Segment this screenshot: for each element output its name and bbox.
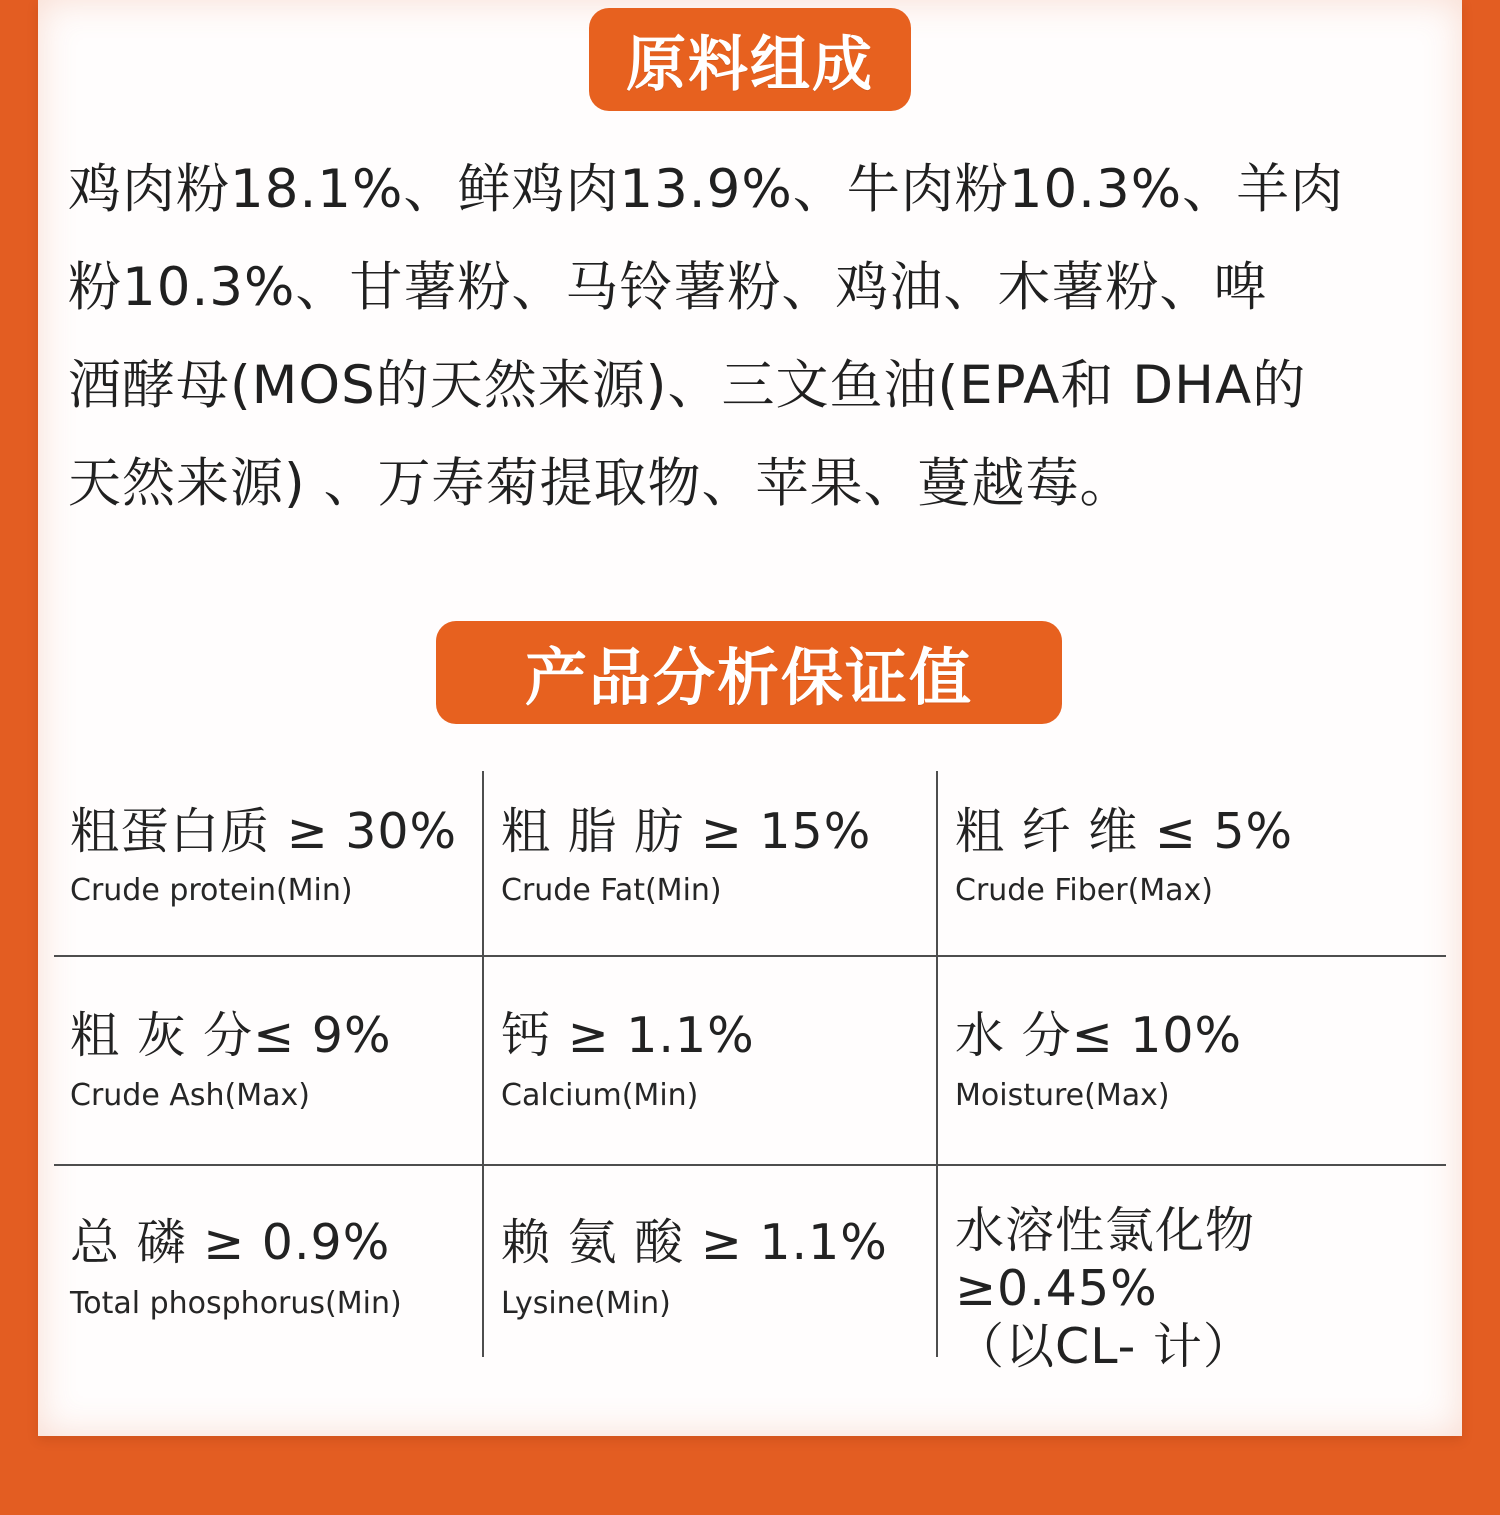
analysis-en-label: Calcium(Min) <box>501 1078 699 1113</box>
analysis-cn-line-2: （以CL- 计） <box>955 1318 1253 1375</box>
analysis-cell-crude-ash <box>54 957 482 1164</box>
analysis-cell-total-phosphorus <box>54 1166 482 1357</box>
analysis-en-label: Lysine(Min) <box>501 1286 671 1321</box>
analysis-cell-crude-protein <box>54 771 482 955</box>
analysis-en-label: Crude protein(Min) <box>70 873 353 908</box>
ingredients-title: 原料组成 <box>626 29 874 100</box>
analysis-en-label: Moisture(Max) <box>955 1078 1170 1113</box>
analysis-en-label: Crude Fiber(Max) <box>955 873 1214 908</box>
content-card <box>38 0 1462 1436</box>
analysis-cn-label: 总 磷 ≥ 0.9% <box>70 1214 391 1271</box>
analysis-cn-label: 粗 灰 分≤ 9% <box>70 1007 392 1064</box>
analysis-cell-crude-fat <box>485 771 936 955</box>
analysis-cell-crude-fiber <box>939 771 1446 955</box>
analysis-cn-label: 赖 氨 酸 ≥ 1.1% <box>501 1214 888 1271</box>
analysis-en-label: Total phosphorus(Min) <box>70 1286 402 1321</box>
analysis-cell-lysine <box>485 1166 936 1357</box>
analysis-cn-label: 钙 ≥ 1.1% <box>501 1007 755 1064</box>
analysis-cell-moisture <box>939 957 1446 1164</box>
analysis-table <box>54 771 1446 1375</box>
table-divider-vertical <box>936 771 938 1357</box>
analysis-en-label: Crude Ash(Max) <box>70 1078 310 1113</box>
table-divider-vertical <box>482 771 484 1357</box>
analysis-cn-label: 粗 脂 肪 ≥ 15% <box>501 803 872 860</box>
analysis-title-badge <box>436 621 1062 724</box>
ingredients-line: 粉10.3%、甘薯粉、马铃薯粉、鸡油、木薯粉、啤 <box>68 257 1268 318</box>
analysis-cn-line-1: 水溶性氯化物≥0.45% <box>955 1202 1256 1317</box>
analysis-cn-label: 粗蛋白质 ≥ 30% <box>70 803 458 860</box>
analysis-cell-calcium <box>485 957 936 1164</box>
ingredients-text <box>68 136 1428 528</box>
ingredients-line: 天然来源) 、万寿菊提取物、苹果、蔓越莓。 <box>68 453 1134 514</box>
analysis-cn-label <box>955 1202 1449 1376</box>
ingredients-line: 酒酵母(MOS的天然来源)、三文鱼油(EPA和 DHA的 <box>68 355 1307 416</box>
analysis-en-label: Crude Fat(Min) <box>501 873 722 908</box>
analysis-cn-label: 水 分≤ 10% <box>955 1007 1243 1064</box>
analysis-title: 产品分析保证值 <box>524 641 973 714</box>
ingredients-line: 鸡肉粉18.1%、鲜鸡肉13.9%、牛肉粉10.3%、羊肉 <box>68 159 1345 220</box>
analysis-cell-water-soluble-chloride <box>939 1166 1446 1375</box>
analysis-cn-label: 粗 纤 维 ≤ 5% <box>955 803 1294 860</box>
ingredients-title-badge <box>589 8 911 111</box>
